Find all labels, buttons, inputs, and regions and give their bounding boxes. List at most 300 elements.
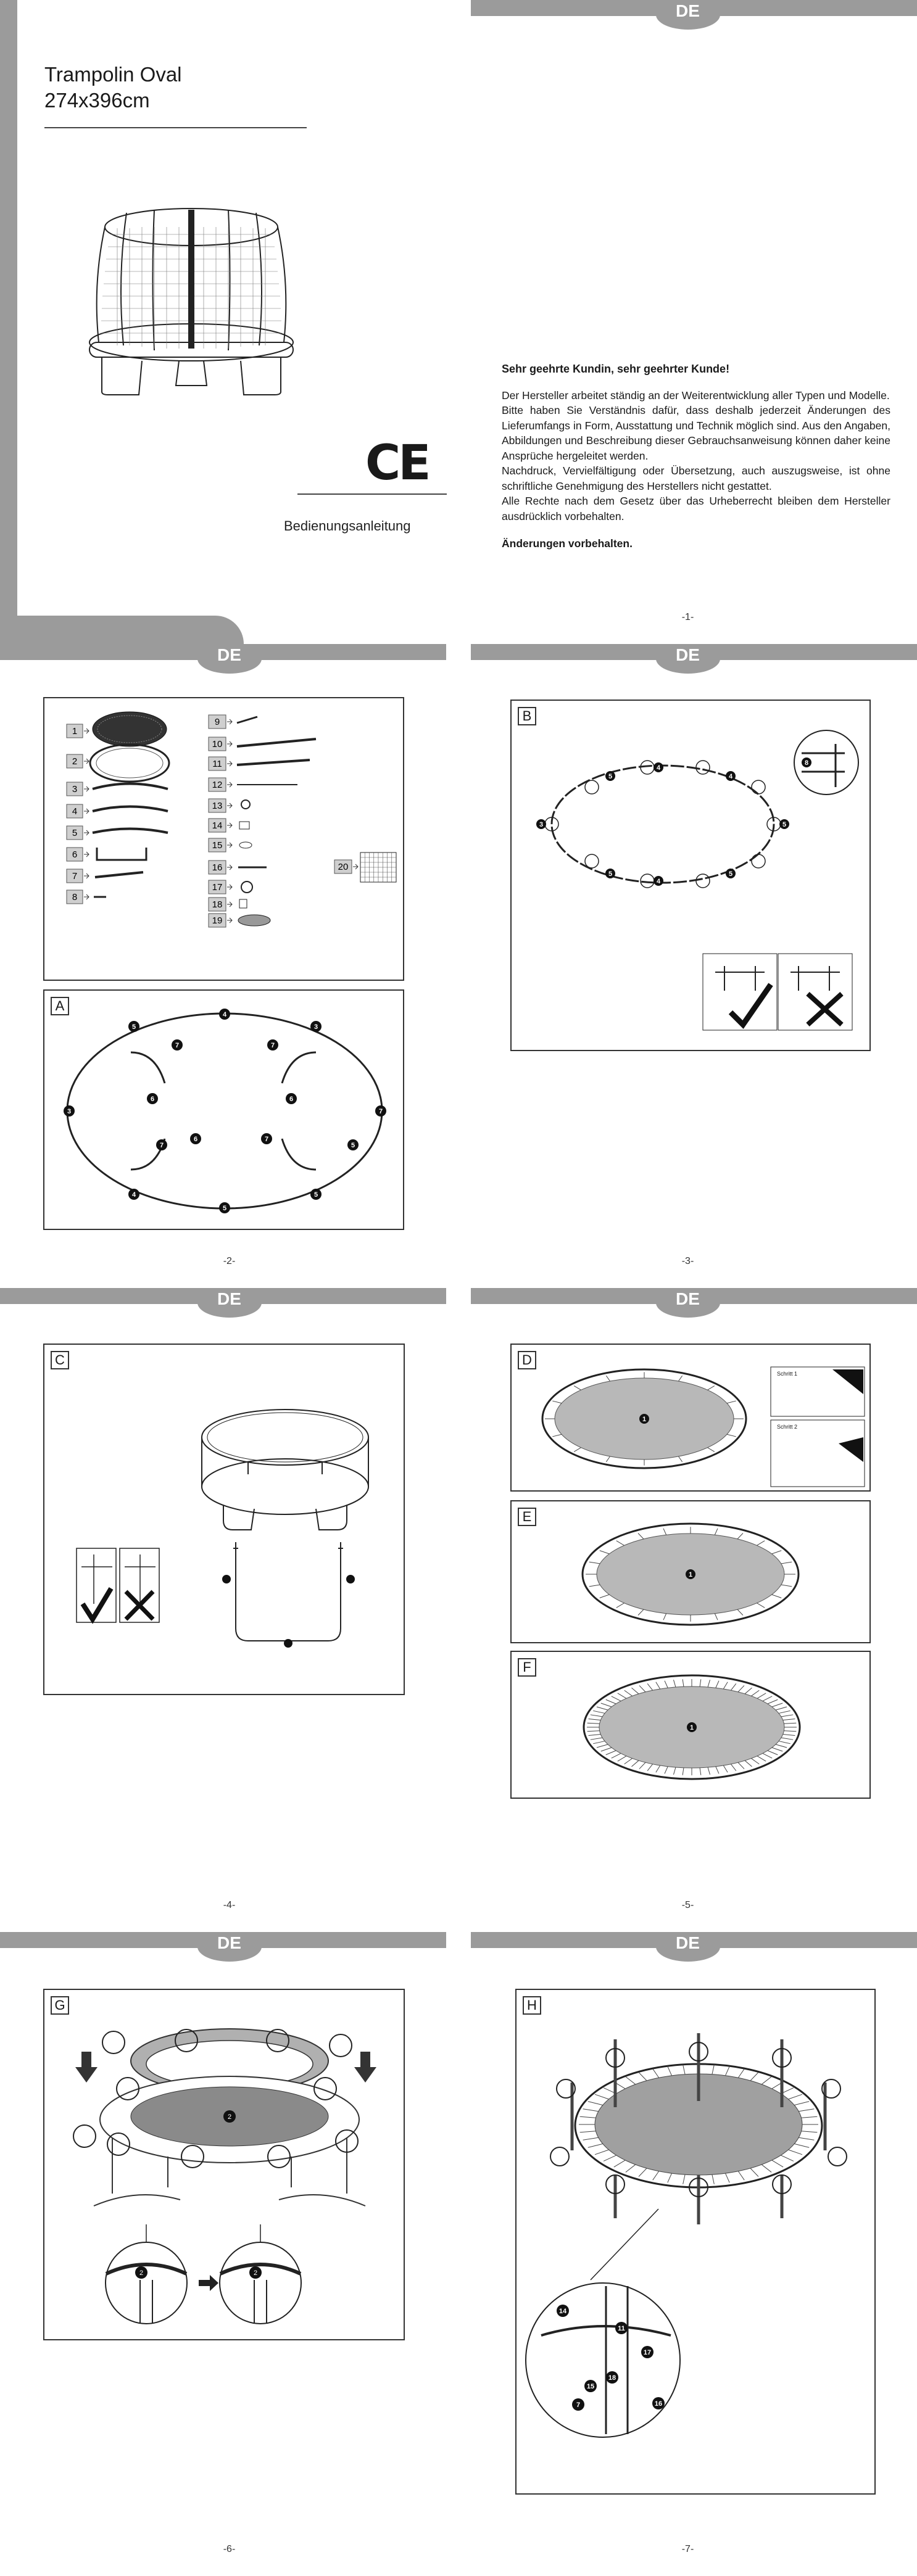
callout-number: 5	[131, 1023, 136, 1031]
intro-body: Der Hersteller arbeitet ständig an der Weiterentwicklung aller Typen und Modelle. Bitte haben Sie Verständnis dafür, dass deshalb jederzeit Änderungen des Lieferumfangs in Form, Ausstattung und Technik möglich sind. Aus den Angaben, Abbildungen und Beschreibung dieser Gebrauchsanweisung können daher keine Ansprüche hergeleitet werden. Nachdruck, Vervielfältigung oder Übersetzung, auch auszugsweise, ist ohne schriftliche Genehmigung des Herstellers nicht gestattet. Alle Rechte nach dem Gesetz über das Urheberrecht bleiben dem Hersteller ausdrücklich vorbehalten.	[502, 389, 890, 522]
intro-page	[458, 0, 917, 644]
parts-page	[0, 644, 458, 1288]
figure-label: G	[51, 1996, 69, 2015]
mat-part	[93, 712, 167, 746]
arrow-icon	[353, 864, 358, 869]
spring	[668, 2066, 672, 2076]
callout-number: 5	[608, 870, 613, 878]
spring	[668, 2173, 672, 2182]
callout-number: 4	[728, 773, 733, 780]
frame-part	[90, 745, 169, 782]
spring	[751, 1690, 759, 1696]
product-name: Trampolin Oval	[44, 63, 182, 86]
spring	[638, 1609, 644, 1615]
spring	[591, 1715, 602, 1717]
page-number: -5-	[681, 1900, 694, 1910]
spring	[788, 2094, 802, 2099]
arrow-icon	[84, 759, 89, 764]
part-number: 12	[212, 780, 223, 790]
arrow-icon	[84, 729, 89, 733]
ring-part	[241, 881, 252, 893]
spring	[772, 1551, 782, 1554]
spring	[589, 1719, 601, 1720]
callout-number: 3	[313, 1023, 318, 1031]
pad-part	[238, 915, 270, 926]
spring	[781, 1585, 792, 1587]
figure-label: B	[518, 707, 536, 725]
arrow-icon	[227, 865, 232, 870]
spring-order-diagram	[512, 1501, 872, 1645]
spring	[784, 1731, 796, 1732]
spring	[647, 1683, 652, 1690]
spring	[783, 1734, 795, 1735]
spring	[673, 1680, 675, 1687]
spring	[588, 2102, 603, 2105]
washer-part	[239, 842, 252, 848]
spring	[794, 2144, 809, 2147]
spring	[580, 2116, 596, 2118]
spring	[712, 2065, 714, 2074]
spring	[779, 1741, 790, 1744]
spring	[593, 1711, 605, 1713]
spring	[737, 1533, 743, 1538]
spring	[587, 1723, 600, 1724]
spring	[725, 2066, 729, 2076]
pole-part	[237, 760, 310, 765]
page-number: -7-	[681, 2544, 694, 2554]
sheet-3	[0, 1288, 917, 1932]
net-pole-diagram	[517, 1990, 877, 2496]
figure-a-frame	[43, 989, 404, 1230]
callout-number: 15	[586, 2383, 595, 2390]
spring	[757, 1693, 766, 1698]
spring	[624, 1759, 633, 1764]
spring	[802, 2131, 818, 2132]
spring	[794, 2102, 809, 2105]
spring	[653, 2171, 659, 2180]
spring	[606, 1376, 610, 1381]
callout: 2	[139, 2269, 144, 2277]
callout: 2	[227, 2113, 232, 2121]
spring	[600, 1595, 610, 1598]
cover-page	[0, 0, 458, 644]
page-number: -4-	[223, 1900, 236, 1910]
spring	[552, 1401, 562, 1403]
greeting: Sehr geehrte Kundin, sehr geehrter Kunde!	[502, 363, 730, 375]
part-number: 14	[212, 820, 223, 831]
joint-circle	[585, 780, 599, 794]
part-number: 19	[212, 915, 223, 926]
callout-number: 5	[351, 1142, 355, 1149]
spring	[731, 1683, 736, 1690]
spring	[604, 2155, 616, 2161]
arrow-icon	[84, 809, 89, 814]
spring	[597, 1707, 608, 1710]
callout-number: 5	[782, 821, 787, 828]
spring	[683, 1679, 684, 1686]
frame-outline	[67, 1013, 382, 1208]
spring	[589, 1562, 600, 1564]
part-number: 7	[72, 871, 78, 881]
spring	[606, 1751, 616, 1755]
rail-part	[93, 784, 168, 790]
part-number: 15	[212, 840, 223, 851]
spring	[616, 1541, 624, 1546]
spring	[757, 1541, 765, 1546]
arrow-icon	[227, 902, 232, 907]
callout-number: 8	[804, 759, 809, 767]
spring	[738, 1762, 744, 1769]
figure-d-frame	[510, 1344, 871, 1492]
spring	[738, 1685, 744, 1691]
callout-number: 16	[654, 2400, 663, 2408]
spring	[751, 1759, 759, 1764]
callout-number: 7	[378, 1108, 383, 1115]
spring	[727, 1401, 736, 1403]
tube-part	[95, 872, 143, 877]
frame-inner	[96, 748, 163, 778]
callout-number: 3	[539, 821, 544, 828]
figure-g-page	[0, 1932, 458, 2576]
arrow-icon	[84, 873, 89, 878]
page-number: -6-	[223, 2544, 236, 2554]
language-tab: DE	[656, 1932, 720, 1962]
arrow-icon	[227, 803, 232, 808]
spring	[639, 2072, 647, 2081]
spring	[723, 1682, 728, 1689]
part-number: 20	[338, 862, 349, 872]
spring	[772, 1703, 782, 1707]
leader-line	[591, 2209, 658, 2280]
spring	[799, 2137, 814, 2140]
callout-number: 5	[313, 1191, 318, 1199]
arrow-icon	[84, 852, 89, 857]
spring	[781, 1715, 793, 1717]
spring	[618, 1693, 626, 1698]
part-number: 5	[72, 828, 78, 838]
all-springs-diagram	[512, 1652, 872, 1800]
spring	[708, 1767, 710, 1775]
spring	[663, 1529, 666, 1535]
callout-number: 4	[656, 878, 661, 885]
spring	[665, 1767, 668, 1774]
figure-c-frame	[43, 1344, 405, 1695]
spring	[802, 2116, 818, 2118]
parts-overview	[44, 698, 405, 982]
joint-circle	[550, 2147, 569, 2166]
step-2-panel	[771, 1420, 865, 1487]
spring	[647, 1764, 652, 1771]
spring	[591, 1738, 602, 1740]
spring	[768, 1751, 778, 1755]
spring	[665, 1681, 668, 1688]
callout-number: 5	[728, 870, 733, 878]
spring	[552, 1434, 562, 1437]
parts-list-frame	[43, 697, 404, 981]
cap-part	[239, 822, 249, 829]
spring	[656, 1765, 660, 1772]
trampoline-illustration	[0, 0, 458, 644]
step-2-label: Schritt 2	[777, 1424, 798, 1430]
spring	[639, 1762, 645, 1769]
callout-number: 14	[558, 2308, 567, 2315]
joint-circle	[696, 874, 710, 888]
arrow-icon	[84, 830, 89, 835]
spring	[750, 2168, 758, 2177]
spring	[638, 1533, 644, 1538]
arrow-icon	[227, 843, 232, 848]
spring	[595, 2094, 609, 2099]
spring	[639, 1685, 645, 1691]
spring	[606, 1699, 616, 1704]
spring	[626, 2077, 636, 2084]
callout-number: 1	[642, 1416, 647, 1423]
spring	[761, 2165, 771, 2172]
figure-h-frame	[515, 1989, 876, 2495]
spring	[784, 1723, 796, 1724]
spring	[745, 1688, 752, 1694]
figure-label: A	[51, 997, 69, 1015]
spring	[738, 2171, 744, 2180]
part-number: 8	[72, 892, 78, 902]
language-tab: DE	[197, 1932, 262, 1962]
spring	[618, 1756, 626, 1761]
spring	[763, 1696, 772, 1701]
figure-label: E	[518, 1508, 536, 1526]
callout-number: 4	[222, 1011, 227, 1018]
language-tab: DE	[197, 1288, 262, 1318]
part-number: 6	[72, 849, 78, 860]
spring	[725, 2173, 729, 2182]
spring	[593, 1741, 605, 1744]
spring	[776, 1744, 787, 1748]
spring	[731, 1764, 736, 1771]
rail-part	[93, 829, 168, 833]
figure-b-page	[458, 644, 917, 1288]
frame-assembly-diagram	[44, 991, 405, 1231]
spring	[768, 1699, 778, 1704]
figure-label: D	[518, 1351, 536, 1369]
spring	[757, 1756, 766, 1761]
spring	[639, 2168, 647, 2177]
spring	[781, 1738, 793, 1740]
spring	[663, 1614, 666, 1620]
spring	[653, 2069, 659, 2078]
spring	[708, 1680, 710, 1687]
spring	[574, 1448, 581, 1452]
clamp-part	[241, 800, 250, 809]
joint-circle	[585, 854, 599, 868]
spring	[600, 1551, 610, 1554]
part-number: 18	[212, 899, 223, 910]
figure-c-page	[0, 1288, 458, 1932]
arrow-icon	[227, 719, 232, 724]
rail-part	[93, 807, 168, 812]
figure-f-frame	[510, 1651, 871, 1799]
language-tab: DE	[656, 644, 720, 674]
spring	[616, 1603, 624, 1608]
spring	[772, 2160, 783, 2167]
part-number: 4	[72, 806, 78, 817]
joint-circle	[752, 854, 765, 868]
spring	[763, 1753, 772, 1758]
manual-divider	[297, 493, 447, 495]
spring	[716, 1681, 719, 1688]
spring	[781, 2155, 794, 2161]
spring	[776, 1707, 787, 1710]
arrow-icon	[84, 894, 89, 899]
callout-number: 7	[159, 1142, 164, 1149]
part-number: 3	[72, 784, 78, 795]
figure-h-page	[458, 1932, 917, 2576]
callout-number: 3	[67, 1108, 72, 1115]
callout-number: 5	[608, 773, 613, 780]
spring	[788, 2150, 802, 2155]
joint-circle	[828, 2147, 847, 2166]
callout-number: 7	[270, 1042, 275, 1049]
spring	[601, 1703, 612, 1707]
spring	[683, 2174, 685, 2184]
spring	[738, 2069, 744, 2078]
detail-circle	[526, 2283, 680, 2437]
spring	[779, 1711, 790, 1713]
spring	[612, 1753, 621, 1758]
callout-number: 17	[643, 2349, 652, 2356]
spring	[716, 1767, 719, 1774]
spring	[750, 2072, 758, 2081]
callout-number: 4	[656, 764, 661, 772]
tool-part	[237, 717, 257, 723]
part-number: 1	[72, 726, 78, 737]
spring	[745, 1761, 752, 1767]
step-1-label: Schritt 1	[777, 1371, 798, 1377]
spring	[601, 1748, 612, 1751]
callout-number: 1	[689, 1724, 694, 1732]
spring	[757, 1603, 765, 1608]
language-tab: DE	[656, 0, 720, 30]
joint-circle	[696, 761, 710, 774]
spring	[727, 1434, 736, 1437]
leg-part	[97, 848, 146, 860]
callout-number: 11	[618, 2325, 625, 2332]
reserved-notice: Änderungen vorbehalten.	[502, 537, 633, 550]
spring	[737, 1609, 743, 1615]
figure-b-frame	[510, 700, 871, 1051]
callout: 2	[253, 2269, 258, 2277]
spring	[783, 1719, 795, 1720]
part-number: 11	[212, 759, 222, 769]
callout-number: 18	[608, 2374, 616, 2382]
spring	[723, 1765, 728, 1772]
spring	[708, 1448, 715, 1452]
manual-label: Bedienungsanleitung	[284, 518, 411, 534]
part-number: 2	[72, 756, 78, 767]
spring	[708, 1386, 715, 1390]
mat-attach-step-diagram	[512, 1345, 872, 1493]
spring	[612, 1696, 621, 1701]
ring-assembly-diagram	[512, 701, 872, 1052]
screw-part	[239, 899, 247, 908]
page-number: -2-	[223, 1256, 236, 1266]
figure-g-frame	[43, 1989, 405, 2340]
leg-assembly-diagram	[44, 1345, 406, 1696]
part-number: 16	[212, 862, 223, 873]
spring	[715, 1614, 718, 1620]
language-tab: DE	[656, 1288, 720, 1318]
ring-outline	[552, 766, 774, 883]
spring	[772, 1748, 782, 1751]
arrow-icon	[227, 761, 232, 766]
callout-number: 4	[131, 1191, 136, 1199]
spring	[589, 1585, 600, 1587]
product-size: 274x396cm	[44, 89, 150, 112]
page-number: -1-	[681, 612, 694, 622]
spring	[712, 2174, 714, 2184]
spring	[678, 1456, 682, 1462]
pole-part	[237, 739, 316, 746]
callout-number: 5	[222, 1205, 227, 1212]
spring	[624, 1690, 633, 1696]
figure-label: F	[518, 1658, 536, 1677]
intro-text	[502, 361, 890, 551]
sheet-1	[0, 0, 917, 644]
callout-number: 7	[264, 1136, 269, 1143]
figure-label: H	[523, 1996, 541, 2015]
part-number: 13	[212, 801, 223, 811]
spring	[678, 1376, 682, 1381]
callout-number: 1	[688, 1571, 693, 1579]
arrow-icon	[227, 885, 232, 890]
spring	[700, 1679, 701, 1686]
part-number: 9	[214, 717, 220, 727]
leg-outline	[131, 1052, 316, 1170]
callout-number: 6	[193, 1136, 198, 1143]
spring	[587, 1731, 600, 1732]
spring	[631, 1761, 638, 1767]
joint-circle	[752, 780, 765, 794]
figure-label: C	[51, 1351, 69, 1369]
figures-def-page	[458, 1288, 917, 1932]
callout-number: 7	[175, 1042, 180, 1049]
spring	[580, 2131, 596, 2132]
spring	[700, 1768, 701, 1775]
callout-number: 6	[150, 1096, 155, 1103]
language-tab: DE	[197, 644, 262, 674]
ce-mark: CE	[365, 436, 429, 491]
part-number: 17	[212, 882, 223, 893]
spring	[589, 1734, 601, 1735]
sheet-4	[0, 1932, 917, 2576]
spring	[772, 1595, 782, 1598]
spring	[597, 1744, 608, 1748]
spring	[588, 2144, 603, 2147]
spring	[631, 1688, 638, 1694]
spring	[574, 1386, 581, 1390]
pad-attach-diagram	[44, 1990, 406, 2342]
spring	[583, 2137, 599, 2140]
page-number: -3-	[681, 1256, 694, 1266]
arrow-icon	[227, 918, 232, 923]
arrow-icon	[227, 741, 232, 746]
spring	[626, 2165, 636, 2172]
arrow-icon	[227, 823, 232, 828]
part-number: 10	[212, 739, 223, 749]
spring	[656, 1682, 660, 1689]
arrow-icon	[227, 782, 232, 787]
spring	[799, 2109, 814, 2112]
sheet-2	[0, 644, 917, 1288]
spring	[673, 1767, 675, 1775]
